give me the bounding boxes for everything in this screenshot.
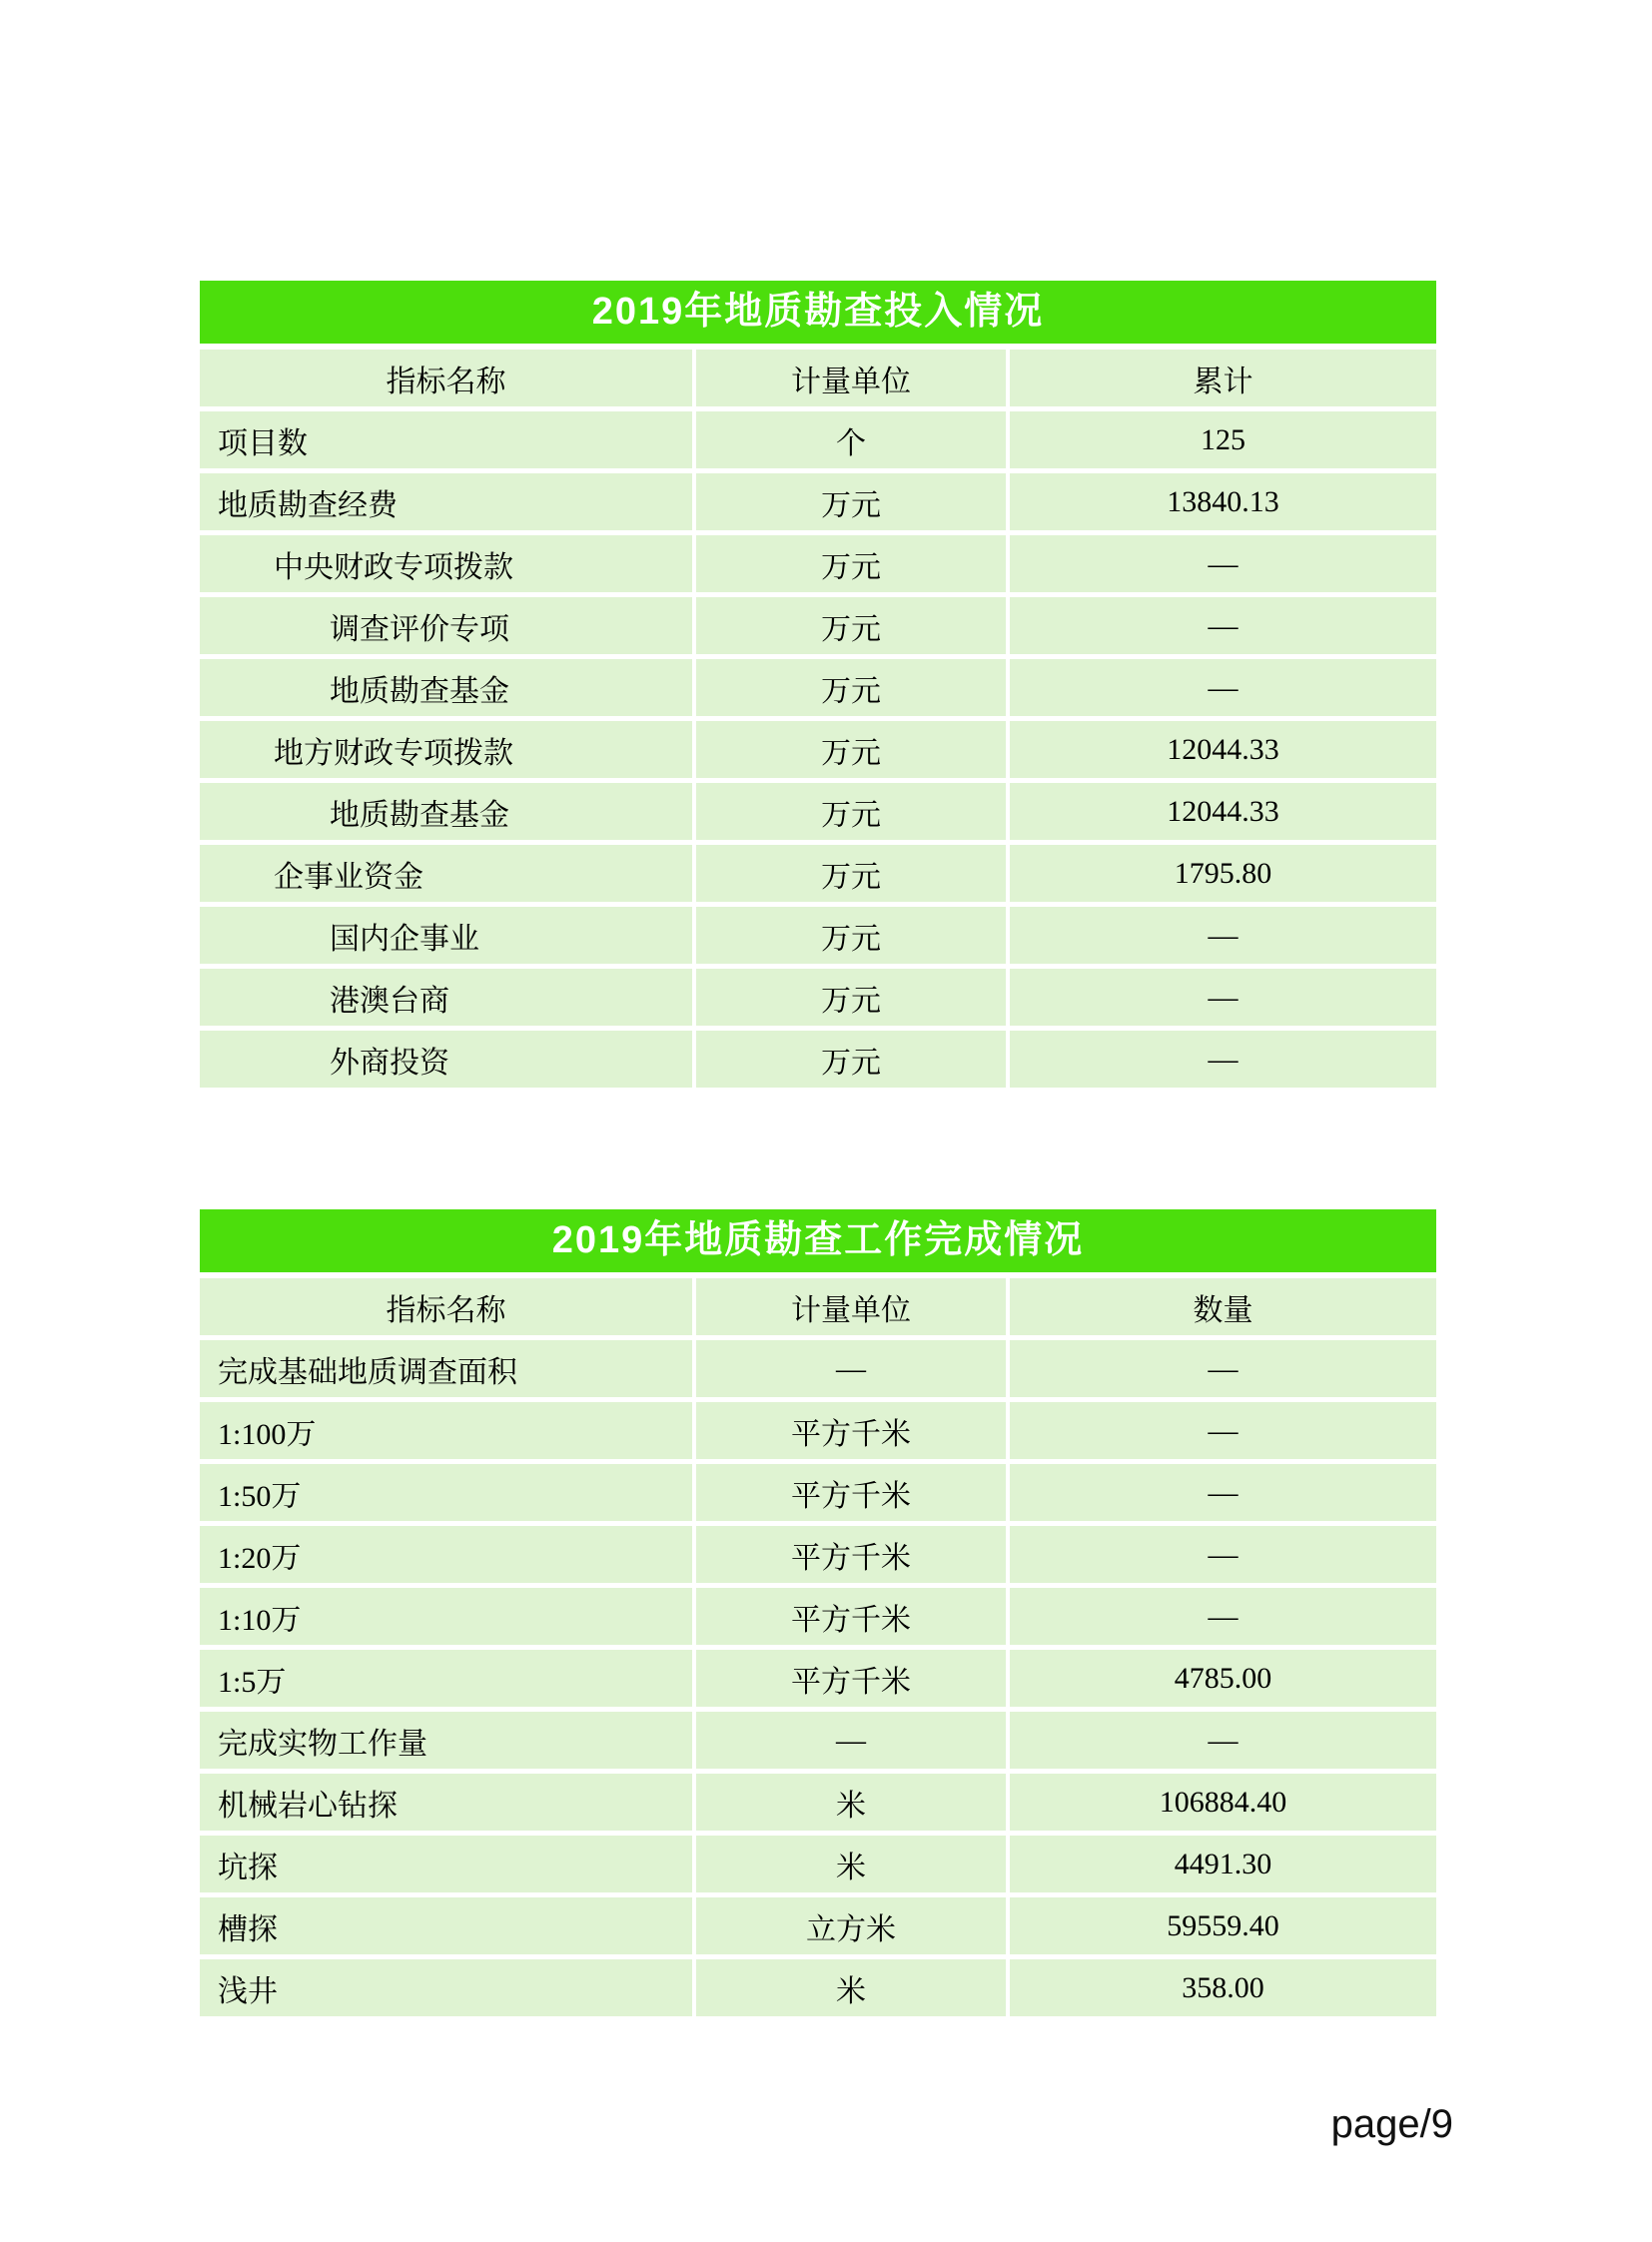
table-row — [200, 411, 1436, 468]
indicator-name-cell: 地质勘查经费 — [200, 473, 692, 530]
unit-cell: 平方千米 — [696, 1588, 1006, 1645]
indicator-name-cell: 国内企事业 — [200, 907, 692, 964]
indicator-name-cell: 1:5万 — [200, 1650, 692, 1707]
indicator-name-cell: 浅井 — [200, 1959, 692, 2016]
unit-cell: 万元 — [696, 845, 1006, 902]
table-row — [200, 535, 1436, 592]
table-row — [200, 721, 1436, 778]
value-cell: 4785.00 — [1010, 1650, 1436, 1707]
column-header-unit: 计量单位 — [696, 350, 1006, 406]
table-row — [200, 1897, 1436, 1954]
value-cell: — — [1010, 1340, 1436, 1397]
table-row — [200, 473, 1436, 530]
unit-cell: 万元 — [696, 907, 1006, 964]
indicator-name-cell: 机械岩心钻探 — [200, 1774, 692, 1831]
value-cell: 358.00 — [1010, 1959, 1436, 2016]
value-cell: 106884.40 — [1010, 1774, 1436, 1831]
indicator-name-cell: 调查评价专项 — [200, 597, 692, 654]
unit-cell: 平方千米 — [696, 1402, 1006, 1459]
indicator-name-cell: 1:100万 — [200, 1402, 692, 1459]
indicator-name-cell: 1:20万 — [200, 1526, 692, 1583]
unit-cell: 万元 — [696, 1031, 1006, 1088]
column-header-cumulative: 累计 — [1010, 350, 1436, 406]
indicator-name-cell: 项目数 — [200, 411, 692, 468]
indicator-name-cell: 地质勘查基金 — [200, 659, 692, 716]
value-cell: 125 — [1010, 411, 1436, 468]
page-number: page/9 — [1330, 2102, 1453, 2146]
indicator-name-cell: 完成实物工作量 — [200, 1712, 692, 1769]
indicator-name-cell: 中央财政专项拨款 — [200, 535, 692, 592]
unit-cell: 万元 — [696, 783, 1006, 840]
unit-cell: 平方千米 — [696, 1526, 1006, 1583]
table-row — [200, 1031, 1436, 1088]
value-cell: 4491.30 — [1010, 1836, 1436, 1892]
value-cell: 1795.80 — [1010, 845, 1436, 902]
indicator-name-cell: 企事业资金 — [200, 845, 692, 902]
column-header-quantity: 数量 — [1010, 1278, 1436, 1335]
unit-cell: 万元 — [696, 721, 1006, 778]
indicator-name-cell: 1:50万 — [200, 1464, 692, 1521]
unit-cell: — — [696, 1340, 1006, 1397]
unit-cell: 立方米 — [696, 1897, 1006, 1954]
value-cell: — — [1010, 1712, 1436, 1769]
table-row — [200, 1464, 1436, 1521]
unit-cell: 米 — [696, 1836, 1006, 1892]
value-cell: — — [1010, 1464, 1436, 1521]
indicator-name-cell: 槽探 — [200, 1897, 692, 1954]
value-cell: — — [1010, 1588, 1436, 1645]
column-header-indicator-name: 指标名称 — [200, 1278, 692, 1335]
column-header-indicator-name: 指标名称 — [200, 350, 692, 406]
completion-table — [200, 1209, 1436, 2021]
value-cell: — — [1010, 597, 1436, 654]
value-cell: — — [1010, 907, 1436, 964]
table-row — [200, 1959, 1436, 2016]
unit-cell: 个 — [696, 411, 1006, 468]
table-row — [200, 1340, 1436, 1397]
unit-cell: — — [696, 1712, 1006, 1769]
table-row — [200, 597, 1436, 654]
investment-table-title: 2019年地质勘查投入情况 — [200, 281, 1436, 344]
completion-table-body — [200, 1340, 1436, 2016]
table-row — [200, 783, 1436, 840]
table-row — [200, 1712, 1436, 1769]
table-row — [200, 1650, 1436, 1707]
indicator-name-cell: 港澳台商 — [200, 969, 692, 1026]
table-row — [200, 907, 1436, 964]
table-row — [200, 1526, 1436, 1583]
investment-table-body — [200, 411, 1436, 1088]
value-cell: 13840.13 — [1010, 473, 1436, 530]
value-cell: — — [1010, 1031, 1436, 1088]
unit-cell: 米 — [696, 1959, 1006, 2016]
value-cell: 12044.33 — [1010, 783, 1436, 840]
investment-header-row — [200, 350, 1436, 406]
value-cell: — — [1010, 535, 1436, 592]
indicator-name-cell: 地方财政专项拨款 — [200, 721, 692, 778]
unit-cell: 万元 — [696, 473, 1006, 530]
value-cell: — — [1010, 1402, 1436, 1459]
unit-cell: 平方千米 — [696, 1464, 1006, 1521]
table-row — [200, 1588, 1436, 1645]
indicator-name-cell: 坑探 — [200, 1836, 692, 1892]
completion-table-title: 2019年地质勘查工作完成情况 — [200, 1209, 1436, 1272]
table-row — [200, 845, 1436, 902]
table-row — [200, 1774, 1436, 1831]
investment-table — [200, 281, 1436, 1093]
value-cell: 12044.33 — [1010, 721, 1436, 778]
table-row — [200, 1402, 1436, 1459]
value-cell: — — [1010, 1526, 1436, 1583]
table-row — [200, 969, 1436, 1026]
value-cell: — — [1010, 659, 1436, 716]
unit-cell: 平方千米 — [696, 1650, 1006, 1707]
unit-cell: 万元 — [696, 969, 1006, 1026]
value-cell: — — [1010, 969, 1436, 1026]
table-row — [200, 659, 1436, 716]
value-cell: 59559.40 — [1010, 1897, 1436, 1954]
table-row — [200, 1836, 1436, 1892]
indicator-name-cell: 外商投资 — [200, 1031, 692, 1088]
unit-cell: 万元 — [696, 659, 1006, 716]
indicator-name-cell: 完成基础地质调查面积 — [200, 1340, 692, 1397]
column-header-unit: 计量单位 — [696, 1278, 1006, 1335]
unit-cell: 万元 — [696, 535, 1006, 592]
indicator-name-cell: 地质勘查基金 — [200, 783, 692, 840]
completion-header-row — [200, 1278, 1436, 1335]
indicator-name-cell: 1:10万 — [200, 1588, 692, 1645]
unit-cell: 米 — [696, 1774, 1006, 1831]
unit-cell: 万元 — [696, 597, 1006, 654]
